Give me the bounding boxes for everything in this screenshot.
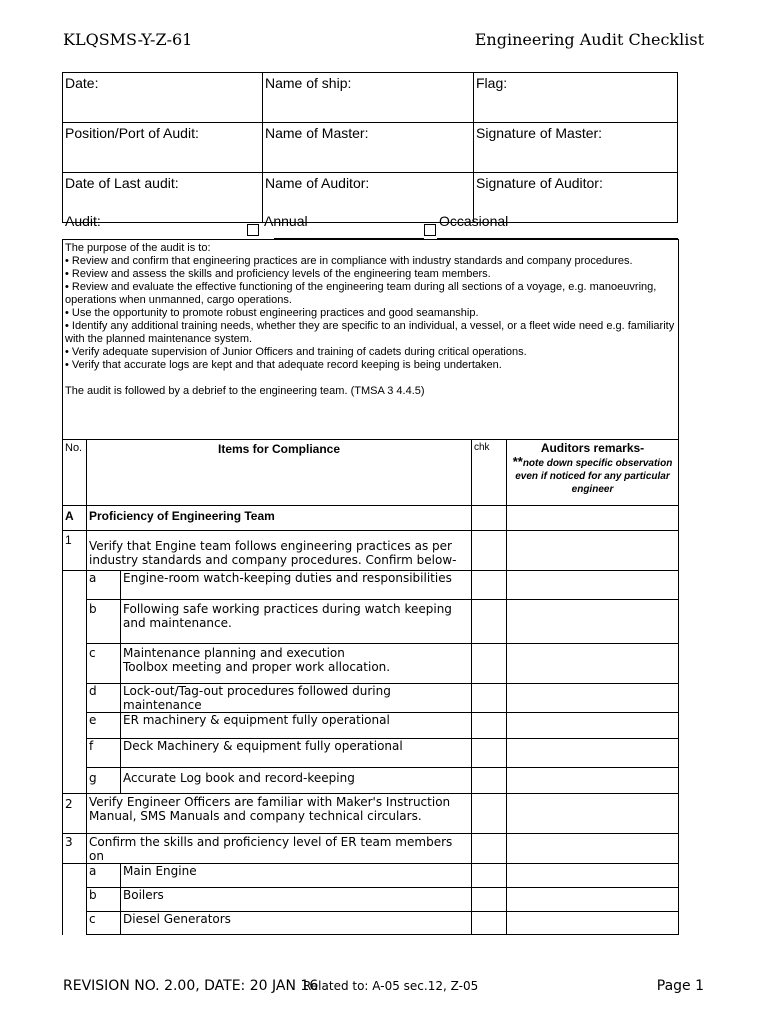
- remarks-cell[interactable]: [507, 739, 679, 768]
- remarks-cell[interactable]: [507, 768, 679, 794]
- col-chk-header: chk: [472, 440, 507, 506]
- purpose-bullet: • Verify that accurate logs are kept and that adequate record keeping is being undertaken.: [65, 359, 502, 371]
- purpose-bullet: • Review and confirm that engineering practices are in compliance with industry standards and company procedures.: [65, 255, 633, 267]
- purpose-bullet: • Review and evaluate the effective functioning of the engineering team during all sections of a voyage, e.g. manoeuvring, operations when unmanned, cargo operations.: [65, 281, 657, 306]
- audit-purpose-box: [62, 239, 679, 440]
- col-remarks-header: [507, 440, 679, 506]
- col-items-header: Items for Compliance: [87, 440, 472, 506]
- table-row: [63, 531, 679, 571]
- purpose-heading: The purpose of the audit is to:: [65, 242, 211, 254]
- remarks-cell[interactable]: [507, 864, 679, 888]
- table-row: [63, 600, 679, 644]
- table-header-row: [63, 440, 679, 506]
- sub-item-line: Maintenance planning and execution: [123, 646, 345, 660]
- chk-cell[interactable]: [472, 571, 507, 600]
- page-number: Page 1: [656, 978, 704, 994]
- revision-info: REVISION NO. 2.00, DATE: 20 JAN 16: [63, 978, 319, 994]
- sub-letter: g: [87, 768, 121, 794]
- sub-item-text: Main Engine: [121, 864, 472, 888]
- item-text: Verify Engineer Officers are familiar with Maker's Instruction Manual, SMS Manuals and company technical circulars.: [87, 794, 472, 834]
- audit-label: Audit:: [65, 213, 101, 229]
- item-number: 3: [63, 834, 87, 864]
- chk-cell[interactable]: [472, 912, 507, 935]
- sub-item-text: Deck Machinery & equipment fully operational: [121, 739, 472, 768]
- item-number: 2: [63, 794, 87, 834]
- sub-letter: e: [87, 713, 121, 739]
- chk-cell[interactable]: [472, 713, 507, 739]
- item-number: 1: [63, 531, 87, 571]
- sub-letter: f: [87, 739, 121, 768]
- table-row: [63, 912, 679, 935]
- item-text: Verify that Engine team follows engineering practices as per industry standards and company procedures. Confirm below-: [87, 531, 472, 571]
- compliance-checklist-table: [62, 439, 679, 935]
- remarks-cell[interactable]: [507, 600, 679, 644]
- sub-letter: a: [87, 571, 121, 600]
- last-audit-date-field[interactable]: Date of Last audit:: [63, 173, 263, 223]
- col-no-header: No.: [63, 440, 87, 506]
- table-row: [63, 644, 679, 684]
- section-title: Proficiency of Engineering Team: [87, 506, 472, 531]
- sub-item-text: Accurate Log book and record-keeping: [121, 768, 472, 794]
- remarks-cell[interactable]: [507, 684, 679, 713]
- chk-cell[interactable]: [472, 684, 507, 713]
- table-row: [63, 834, 679, 864]
- section-row: [63, 506, 679, 531]
- table-row: [63, 888, 679, 912]
- sub-letter: c: [87, 644, 121, 684]
- sub-item-text: Engine-room watch-keeping duties and responsibilities: [121, 571, 472, 600]
- remarks-note: **note down specific observation even if noticed for any particular engineer: [512, 454, 673, 495]
- chk-cell[interactable]: [472, 864, 507, 888]
- purpose-bullet: • Identify any additional training needs, whether they are specific to an individual, a vessel, or a fleet wide need e.g. familiarity with the planned maintenance system.: [65, 320, 675, 345]
- table-row: [63, 864, 679, 888]
- sub-item-line: Toolbox meeting and proper work allocation.: [123, 660, 391, 674]
- master-name-field[interactable]: Name of Master:: [263, 123, 474, 173]
- item-number-spacer: [63, 571, 87, 794]
- chk-cell[interactable]: [472, 888, 507, 912]
- annual-checkbox[interactable]: [247, 224, 259, 236]
- remarks-cell[interactable]: [507, 531, 679, 571]
- occasional-checkbox[interactable]: [424, 224, 436, 236]
- audit-type-row: [62, 212, 678, 240]
- remarks-cell[interactable]: [507, 713, 679, 739]
- item-text: Confirm the skills and proficiency level of ER team members on: [87, 834, 472, 864]
- remarks-title: Auditors remarks-: [540, 441, 645, 455]
- chk-cell[interactable]: [472, 531, 507, 571]
- remarks-cell[interactable]: [507, 506, 679, 531]
- purpose-debrief: The audit is followed by a debrief to the engineering team. (TMSA 3 4.4.5): [65, 385, 425, 397]
- table-row: [63, 571, 679, 600]
- item-number-spacer: [63, 864, 87, 935]
- section-id: A: [63, 506, 87, 531]
- chk-cell[interactable]: [472, 739, 507, 768]
- remarks-cell[interactable]: [507, 794, 679, 834]
- remarks-cell[interactable]: [507, 644, 679, 684]
- auditor-signature-field[interactable]: Signature of Auditor:: [474, 173, 678, 223]
- chk-cell[interactable]: [472, 506, 507, 531]
- flag-field[interactable]: Flag:: [474, 73, 678, 123]
- sub-item-text: [121, 644, 472, 684]
- purpose-bullet: • Verify adequate supervision of Junior Officers and training of cadets during critical operations.: [65, 346, 527, 358]
- sub-item-text: Diesel Generators: [121, 912, 472, 935]
- sub-letter: b: [87, 600, 121, 644]
- purpose-bullet: • Review and assess the skills and proficiency levels of the engineering team members.: [65, 268, 491, 280]
- ship-name-field[interactable]: Name of ship:: [263, 73, 474, 123]
- annual-label: Annual: [264, 213, 308, 229]
- chk-cell[interactable]: [472, 644, 507, 684]
- remarks-cell[interactable]: [507, 888, 679, 912]
- sub-letter: d: [87, 684, 121, 713]
- chk-cell[interactable]: [472, 768, 507, 794]
- sub-item-text: Following safe working practices during watch keeping and maintenance.: [121, 600, 472, 644]
- audit-port-field[interactable]: Position/Port of Audit:: [63, 123, 263, 173]
- auditor-name-field[interactable]: Name of Auditor:: [263, 173, 474, 223]
- sub-letter: a: [87, 864, 121, 888]
- table-row: [63, 739, 679, 768]
- date-field[interactable]: Date:: [63, 73, 263, 123]
- document-title: Engineering Audit Checklist: [474, 30, 704, 49]
- sub-letter: c: [87, 912, 121, 935]
- table-row: [63, 684, 679, 713]
- sub-item-text: ER machinery & equipment fully operational: [121, 713, 472, 739]
- master-signature-field[interactable]: Signature of Master:: [474, 123, 678, 173]
- remarks-cell[interactable]: [507, 571, 679, 600]
- sub-letter: b: [87, 888, 121, 912]
- audit-info-table: [62, 72, 678, 223]
- chk-cell[interactable]: [472, 834, 507, 864]
- table-row: [63, 768, 679, 794]
- chk-cell[interactable]: [472, 600, 507, 644]
- chk-cell[interactable]: [472, 794, 507, 834]
- remarks-cell[interactable]: [507, 834, 679, 864]
- sub-item-text: Lock-out/Tag-out procedures followed during maintenance: [121, 684, 472, 713]
- remarks-cell[interactable]: [507, 912, 679, 935]
- table-row: [63, 794, 679, 834]
- occasional-label: Occasional: [439, 213, 509, 229]
- purpose-bullet: • Use the opportunity to promote robust engineering practices and good seamanship.: [65, 307, 479, 319]
- related-reference: Related to: A-05 sec.12, Z-05: [303, 979, 479, 993]
- document-code: KLQSMS-Y-Z-61: [63, 30, 193, 49]
- sub-item-text: Boilers: [121, 888, 472, 912]
- table-row: [63, 713, 679, 739]
